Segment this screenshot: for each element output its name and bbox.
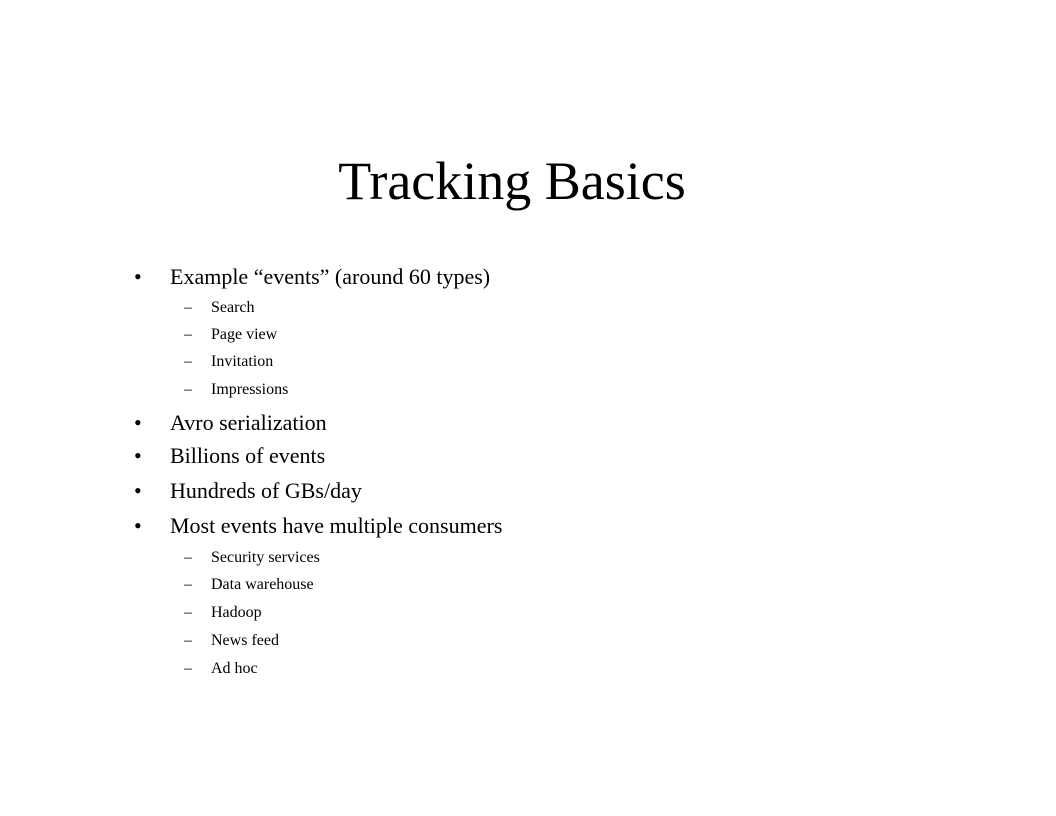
sub-bullet-text: Search — [211, 299, 255, 316]
bullet-text: Avro serialization — [170, 410, 327, 435]
sub-bullet-text: Page view — [211, 326, 278, 343]
sub-bullet-text: Data warehouse — [211, 576, 314, 593]
sub-bullet-item — [184, 298, 584, 318]
dash-icon: – — [184, 549, 192, 566]
sub-bullet-text: Invitation — [211, 353, 274, 370]
sub-bullet-item — [184, 631, 584, 651]
dash-icon: – — [184, 381, 192, 398]
bullet-item — [134, 443, 734, 469]
dash-icon: – — [184, 299, 192, 316]
dash-icon: – — [184, 632, 192, 649]
bullet-text: Most events have multiple consumers — [170, 513, 503, 538]
bullet-icon: • — [134, 513, 142, 538]
dash-icon: – — [184, 353, 192, 370]
sub-bullet-text: News feed — [211, 632, 279, 649]
sub-bullet-text: Impressions — [211, 381, 289, 398]
sub-bullet-text: Security services — [211, 549, 320, 566]
bullet-item — [134, 410, 734, 436]
bullet-icon: • — [134, 443, 142, 468]
sub-bullet-item — [184, 603, 584, 623]
sub-bullet-item — [184, 352, 584, 372]
dash-icon: – — [184, 326, 192, 343]
bullet-item — [134, 478, 734, 504]
sub-bullet-item — [184, 575, 584, 595]
bullet-item — [134, 264, 734, 290]
sub-bullet-item — [184, 325, 584, 345]
sub-bullet-text: Ad hoc — [211, 660, 258, 677]
dash-icon: – — [184, 604, 192, 621]
bullet-text: Example “events” (around 60 types) — [170, 264, 491, 289]
bullet-text: Billions of events — [170, 443, 326, 468]
sub-bullet-item — [184, 659, 584, 679]
sub-bullet-text: Hadoop — [211, 604, 262, 621]
sub-bullet-item — [184, 380, 584, 400]
bullet-text: Hundreds of GBs/day — [170, 478, 362, 503]
slide-title: Tracking Basics — [338, 151, 686, 211]
bullet-icon: • — [134, 410, 142, 435]
bullet-icon: • — [134, 264, 142, 289]
dash-icon: – — [184, 660, 192, 677]
bullet-icon: • — [134, 478, 142, 503]
dash-icon: – — [184, 576, 192, 593]
bullet-item — [134, 513, 734, 539]
sub-bullet-item — [184, 548, 584, 568]
